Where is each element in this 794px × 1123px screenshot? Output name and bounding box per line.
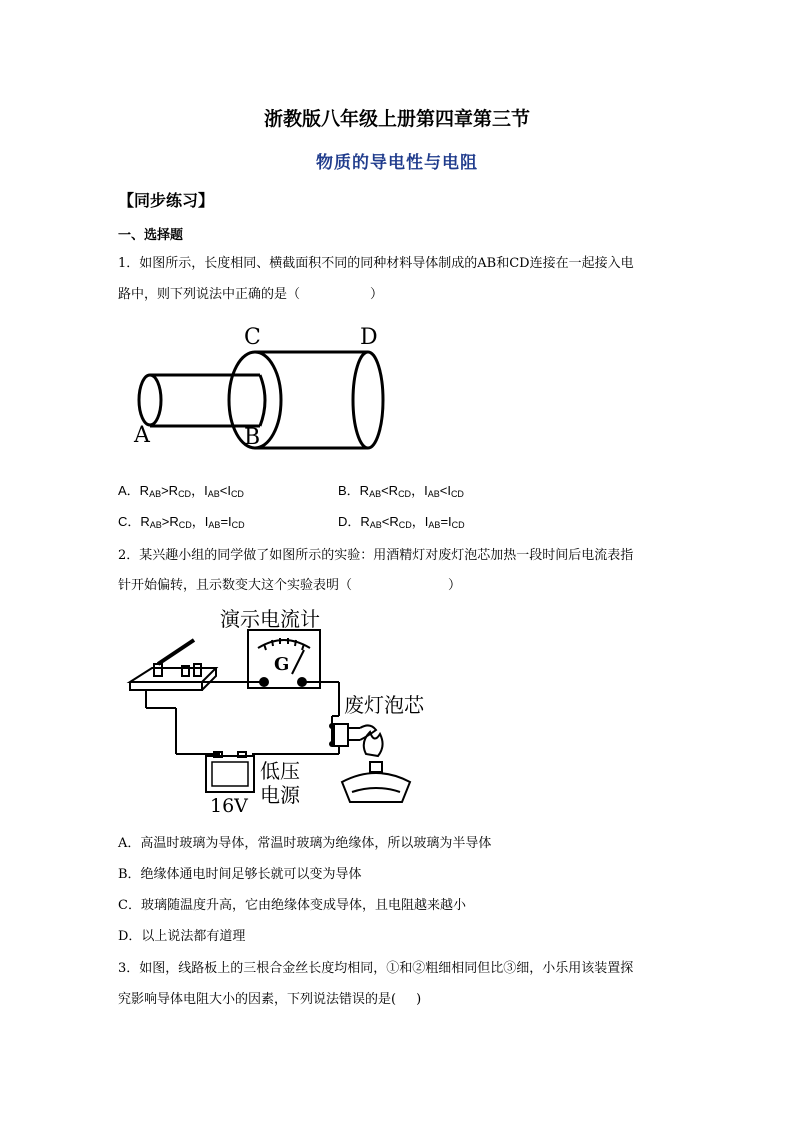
- q2-stem-paren: ）: [448, 578, 462, 593]
- q1-cylinder-figure: [120, 318, 400, 458]
- page-title: 浙教版八年级上册第四章第三节: [263, 108, 530, 130]
- q2-option-a[interactable]: A．高温时玻璃为导体，常温时玻璃为绝缘体，所以玻璃为半导体: [118, 836, 492, 851]
- q3-stem-paren: ): [416, 992, 422, 1007]
- q2-option-d[interactable]: D．以上说法都有道理: [118, 929, 246, 944]
- q2-label-g: G: [274, 654, 290, 675]
- q1-stem-paren: ）: [370, 287, 384, 302]
- q2-stem-line2: [118, 574, 461, 593]
- q1-option-a[interactable]: A．$R_{AB}>R_{CD}$，$I_{AB}<I_{CD}$: [118, 483, 244, 499]
- q1-option-c[interactable]: C．$R_{AB}>R_{CD}$，$I_{AB}=I_{CD}$: [118, 514, 245, 530]
- q1-option-d[interactable]: D．$R_{AB}<R_{CD}$，$I_{AB}=I_{CD}$: [338, 514, 465, 530]
- page-subtitle: 物质的导电性与电阻: [316, 153, 478, 173]
- q2-option-b[interactable]: B．绝缘体通电时间足够长就可以变为导体: [118, 867, 362, 882]
- q1-label-d: D: [360, 325, 378, 350]
- section-heading: 【同步练习】: [118, 191, 215, 210]
- q2-stem-text: 针开始偏转，且示数变大这个实验表明（: [118, 578, 353, 593]
- q1-label-a: A: [134, 423, 150, 448]
- q1-stem-line2: [118, 283, 383, 302]
- q2-option-c[interactable]: C．玻璃随温度升高，它由绝缘体变成导体，且电阻越来越小: [118, 898, 466, 913]
- q1-option-b[interactable]: B．$R_{AB}<R_{CD}$，$I_{AB}<I_{CD}$: [338, 483, 464, 499]
- q2-label-voltage: 16V: [210, 795, 248, 817]
- q2-label-supply-2: 电源: [260, 783, 300, 807]
- q1-label-b: B: [244, 425, 261, 450]
- q2-label-bulb: 废灯泡芯: [344, 693, 424, 717]
- q1-stem-text: 路中，则下列说法中正确的是（: [118, 287, 301, 302]
- q2-stem-line1: 2．某兴趣小组的同学做了如图所示的实验：用酒精灯对废灯泡芯加热一段时间后电流表指: [118, 548, 634, 563]
- q1-label-c: C: [244, 325, 261, 350]
- q2-label-meter: 演示电流计: [220, 607, 320, 631]
- q3-stem-text: 究影响导体电阻大小的因素，下列说法错误的是(: [118, 992, 397, 1007]
- q3-stem-line1: 3．如图，线路板上的三根合金丝长度均相同，①和②粗细相同但比③细，小乐用该装置探: [118, 961, 634, 976]
- q1-stem-line1: 1．如图所示，长度相同、横截面积不同的同种材料导体制成的AB和CD连接在一起接入电: [118, 256, 634, 271]
- q2-label-supply-1: 低压: [260, 759, 300, 783]
- question-type-heading: 一、选择题: [118, 228, 184, 243]
- q2-circuit-figure: [124, 604, 454, 819]
- q3-stem-line2: [118, 988, 421, 1007]
